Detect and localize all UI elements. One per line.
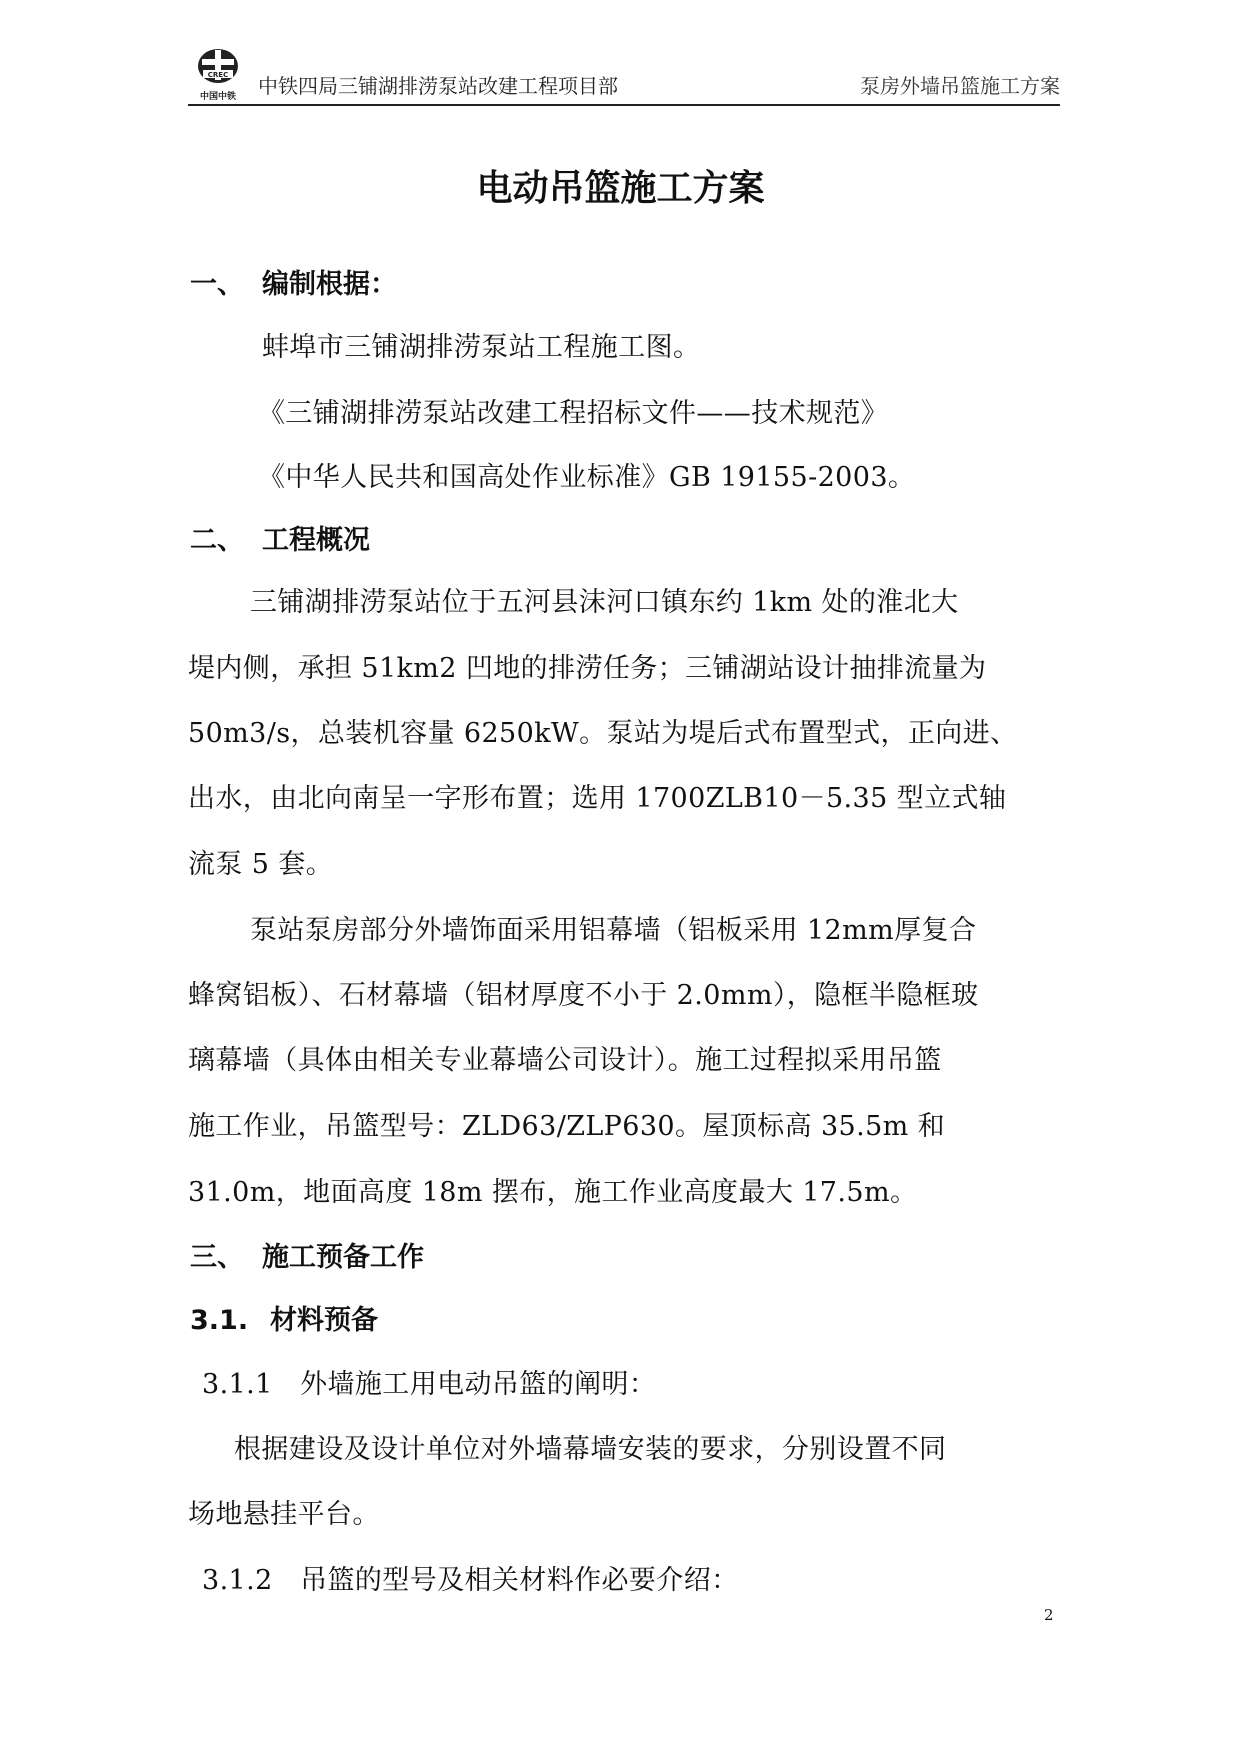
logo-badge-text: CREC <box>207 71 229 79</box>
overview-line: 堤内侧，承担 51km2 凹地的排涝任务；三铺湖站设计抽排流量为 <box>188 653 987 684</box>
body-line: 根据建设及设计单位对外墙幕墙安装的要求，分别设置不同 <box>234 1434 947 1465</box>
page-number: 2 <box>1044 1606 1054 1624</box>
page-header <box>188 44 1060 106</box>
overview-line: 施工作业，吊篮型号：ZLD63/ZLP630。屋顶标高 35.5m 和 <box>188 1111 946 1142</box>
overview-line: 50m3/s，总装机容量 6250kW。泵站为堤后式布置型式，正向进、 <box>188 718 1018 749</box>
overview-line: 泵站泵房部分外墙饰面采用铝幕墙（铝板采用 12mm厚复合 <box>250 915 977 946</box>
section-title: 编制根据： <box>262 269 397 300</box>
page-title: 电动吊篮施工方案 <box>476 168 765 209</box>
overview-line: 蜂窝铝板）、石材幕墙（铝材厚度不小于 2.0mm），隐框半隐框玻 <box>188 980 979 1011</box>
section-heading-3 <box>190 1235 424 1274</box>
basis-item: 蚌埠市三铺湖排涝泵站工程施工图。 <box>262 332 701 363</box>
section-title: 工程概况 <box>262 525 370 556</box>
section-number: 3.1. <box>190 1305 249 1336</box>
overview-line: 流泵 5 套。 <box>188 849 334 880</box>
header-document-name: 泵房外墙吊篮施工方案 <box>860 74 1060 98</box>
overview-line: 三铺湖排涝泵站位于五河县沫河口镇东约 1km 处的淮北大 <box>250 587 959 618</box>
basis-item: 《三铺湖排涝泵站改建工程招标文件——技术规范》 <box>258 398 889 429</box>
section-number: 二、 <box>190 525 244 556</box>
basis-item: 《中华人民共和国高处作业标准》GB 19155-2003。 <box>258 462 916 493</box>
body-line: 场地悬挂平台。 <box>188 1499 380 1530</box>
subsection-heading-3-1-1: 3.1.1 外墙施工用电动吊篮的阐明： <box>202 1369 657 1400</box>
section-heading-2 <box>190 518 370 557</box>
overview-line: 璃幕墙（具体由相关专业幕墙公司设计）。施工过程拟采用吊篮 <box>188 1045 942 1076</box>
crec-logo <box>188 44 250 104</box>
subsection-heading-3-1 <box>190 1298 378 1337</box>
section-number: 三、 <box>190 1242 244 1273</box>
subsection-heading-3-1-2: 3.1.2 吊篮的型号及相关材料作必要介绍： <box>202 1565 739 1596</box>
header-project-name: 中铁四局三铺湖排涝泵站改建工程项目部 <box>258 74 618 98</box>
logo-text: 中国中铁 <box>199 92 237 102</box>
overview-line: 出水，由北向南呈一字形布置；选用 1700ZLB10－5.35 型立式轴 <box>188 783 1007 814</box>
section-title: 施工预备工作 <box>262 1242 424 1273</box>
section-title: 材料预备 <box>270 1305 378 1336</box>
section-number: 一、 <box>190 269 244 300</box>
overview-line: 31.0m，地面高度 18m 摆布，施工作业高度最大 17.5m。 <box>188 1177 918 1208</box>
section-heading-1 <box>190 262 397 301</box>
